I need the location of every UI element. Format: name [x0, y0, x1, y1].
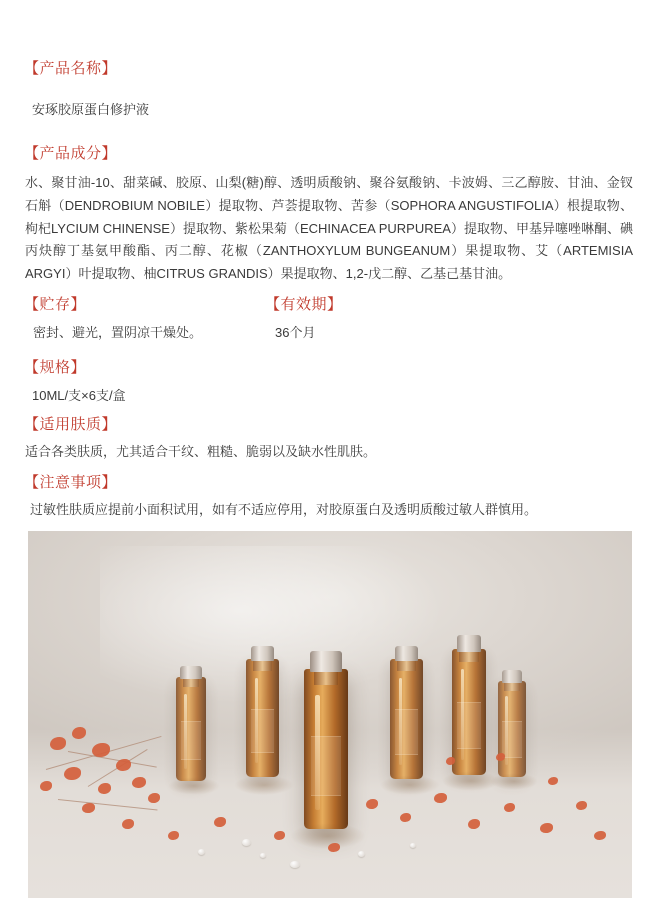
expiry-heading: 【有效期】 — [265, 296, 343, 313]
product-name-value: 安琢胶原蛋白修护液 — [32, 102, 150, 117]
expiry-value: 36个月 — [275, 325, 316, 340]
product-vial — [246, 659, 279, 777]
notice-heading: 【注意事项】 — [24, 474, 118, 491]
specification-value: 10ML/支×6支/盒 — [32, 388, 126, 403]
product-name-heading: 【产品名称】 — [24, 60, 118, 77]
specification-heading: 【规格】 — [24, 359, 87, 376]
vial-reflection — [168, 777, 220, 795]
product-vial — [452, 649, 486, 775]
storage-value: 密封、避光，置阴凉干燥处。 — [33, 325, 203, 340]
water-droplet — [260, 853, 266, 858]
storage-heading: 【贮存】 — [24, 296, 87, 313]
ingredients-heading: 【产品成分】 — [24, 145, 118, 162]
product-vial — [390, 659, 423, 779]
ingredients-value: 水、聚甘油-10、甜菜碱、胶原、山梨(糖)醇、透明质酸钠、聚谷氨酸钠、卡波姆、三乙醇胺、甘油、金钗石斛（DENDROBIUM NOBILE）提取物、芦荟提取物、苦参（SOPHORA ANGUSTIFOLIA）根提取物、枸杞LYCIUM CHINENSE）提取物、紫松果菊（ECHINACEA PURPUREA）提取物、甲基异噻唑啉酮、碘丙炔醇丁基氨甲酸酯、丙二醇、花椒（ZANTHOXYLUM BUNGEANUM）果提取物、艾（ARTEMISIA ARGYI）叶提取物、柚CITRUS GRANDIS）果提取物、1,2-戊二醇、乙基己基甘油。 — [25, 175, 633, 281]
water-droplet — [358, 851, 365, 857]
water-droplet — [290, 861, 300, 868]
product-vial — [498, 681, 526, 777]
skin-type-value: 适合各类肤质，尤其适合干纹、粗糙、脆弱以及缺水性肌肤。 — [25, 444, 377, 459]
vial-reflection — [234, 775, 294, 795]
water-droplet — [198, 849, 205, 855]
skin-type-heading: 【适用肤质】 — [24, 416, 118, 433]
product-vial-front — [304, 669, 348, 829]
vial-reflection — [490, 773, 538, 790]
vial-reflection — [380, 775, 440, 795]
water-droplet — [410, 843, 416, 848]
water-droplet — [242, 839, 251, 846]
product-photo — [28, 531, 632, 898]
notice-value: 过敏性肤质应提前小面积试用，如有不适应停用，对胶原蛋白及透明质酸过敏人群慎用。 — [30, 502, 538, 517]
product-vial — [176, 677, 206, 781]
